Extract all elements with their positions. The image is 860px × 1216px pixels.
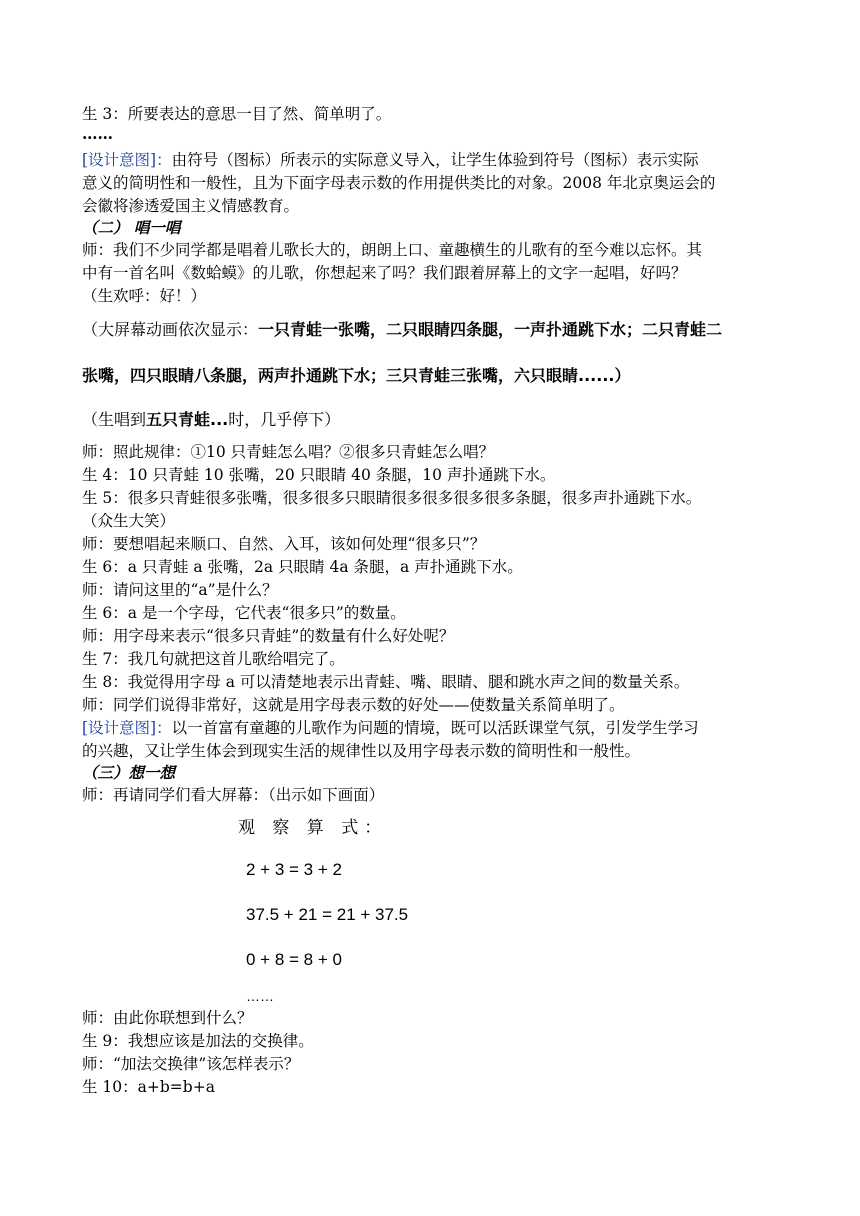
design-intent-2 xyxy=(82,718,699,738)
student7-line: 生 7：我几句就把这首儿歌给唱完了。 xyxy=(82,650,345,668)
student6-line-2: 生 6：a 是一个字母，它代表“很多只”的数量。 xyxy=(82,604,406,622)
students-laugh: （众生大笑） xyxy=(82,512,176,530)
teacher-line-cont: 中有一首名叫《数蛤蟆》的儿歌，你想起来了吗？我们跟着屏幕上的文字一起唱，好吗？ xyxy=(82,264,687,282)
equation-2: 37.5 + 21 = 21 + 37.5 xyxy=(246,905,409,924)
student9-line: 生 9：我想应该是加法的交换律。 xyxy=(82,1032,314,1050)
design-intent-1-cont: 意义的简明性和一般性，且为下面字母表示数的作用提供类比的对象。2008 年北京奥运会的 xyxy=(82,174,716,192)
screen-lyrics-cont: 张嘴，四只眼睛八条腿，两声扑通跳下水；三只青蛙三张嘴，六只眼睛......） xyxy=(82,366,631,385)
screen-lyrics-prefix: （大屏幕动画依次显示： xyxy=(82,320,259,339)
teacher-line-6: 师：再请同学们看大屏幕：（出示如下画面） xyxy=(82,786,385,804)
design-intent-tag: [设计意图]： xyxy=(82,719,172,737)
equation-3: 0 + 8 = 8 + 0 xyxy=(246,950,342,969)
equation-1: 2 + 3 = 3 + 2 xyxy=(246,860,342,879)
students-sing-prefix: （生唱到 xyxy=(82,410,147,429)
teacher-line: 师：我们不少同学都是唱着儿歌长大的，朗朗上口、童趣横生的儿歌有的至今难以忘怀。其 xyxy=(82,241,703,259)
student4-line: 生 4：10 只青蛙 10 张嘴，20 只眼睛 40 条腿，10 声扑通跳下水。 xyxy=(82,466,556,484)
design-intent-tag: [设计意图]： xyxy=(82,151,172,169)
students-sing-line xyxy=(82,410,340,430)
equation-ellipsis: …… xyxy=(246,988,274,1004)
teacher-line-7: 师：由此你联想到什么？ xyxy=(82,1009,253,1027)
student6-line: 生 6：a 只青蛙 a 张嘴，2a 只眼睛 4a 条腿，a 声扑通跳下水。 xyxy=(82,558,523,576)
section-heading-think: （三）想一想 xyxy=(82,763,176,782)
student10-line: 生 10：a+b=b+a xyxy=(82,1078,215,1096)
teacher-line-3: 师：请问这里的“a”是什么？ xyxy=(82,581,278,599)
student5-line: 生 5：很多只青蛙很多张嘴，很多很多只眼睛很多很多很多很多条腿，很多声扑通跳下水。 xyxy=(82,489,702,507)
teacher-line-4: 师：用字母来表示“很多只青蛙”的数量有什么好处呢？ xyxy=(82,627,455,645)
design-intent-text: 由符号（图标）所表示的实际意义导入，让学生体验到符号（图标）表示实际 xyxy=(171,151,699,169)
design-intent-2-cont: 的兴趣，又让学生体会到现实生活的规律性以及用字母表示数的简明性和一般性。 xyxy=(82,742,641,760)
students-sing-suffix: 时，几乎停下） xyxy=(228,410,341,429)
teacher-line-8: 师：“加法交换律”该怎样表示？ xyxy=(82,1055,300,1073)
section-heading-sing: （二） 唱一唱 xyxy=(82,218,181,237)
design-intent-text: 以一首富有童趣的儿歌作为问题的情境，既可以活跃课堂气氛，引发学生学习 xyxy=(171,719,699,737)
teacher-question: 师：照此规律：①10 只青蛙怎么唱？②很多只青蛙怎么唱？ xyxy=(82,443,495,461)
students-cheer: （生欢呼：好！） xyxy=(82,287,207,305)
teacher-line-2: 师：要想唱起来顺口、自然、入耳，该如何处理“很多只”？ xyxy=(82,535,486,553)
design-intent-1 xyxy=(82,150,699,170)
students-sing-bold: 五只青蛙... xyxy=(146,410,229,429)
teacher-line-5: 师：同学们说得非常好，这就是用字母表示数的好处——使数量关系简单明了。 xyxy=(82,696,625,714)
design-intent-1-end: 会徽将渗透爱国主义情感教育。 xyxy=(82,197,300,215)
screen-lyrics-text: 一只青蛙一张嘴，二只眼睛四条腿，一声扑通跳下水；二只青蛙二 xyxy=(258,320,723,339)
student3-line: 生 3：所要表达的意思一目了然、简单明了。 xyxy=(82,105,392,123)
observe-title: 观 察 算 式： xyxy=(238,818,388,838)
student8-line: 生 8：我觉得用字母 a 可以清楚地表示出青蛙、嘴、眼睛、腿和跳水声之间的数量关系。 xyxy=(82,673,690,691)
ellipsis: …… xyxy=(82,124,113,143)
screen-lyrics xyxy=(82,320,722,340)
